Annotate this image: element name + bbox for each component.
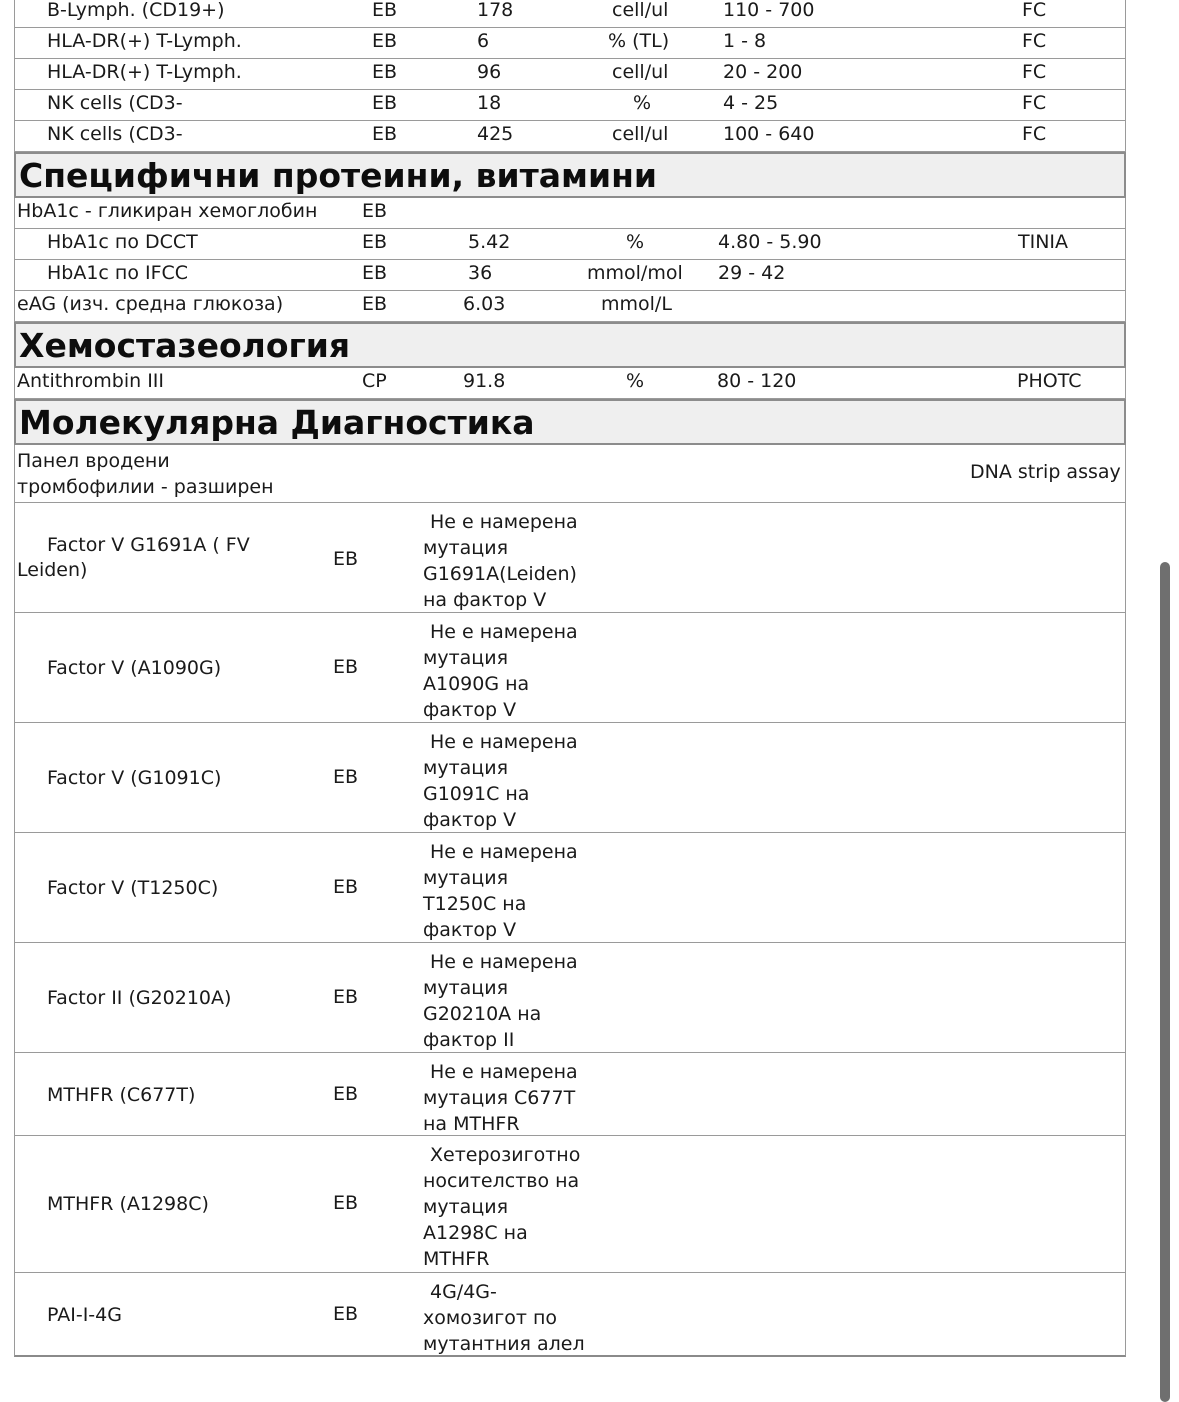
method: EB <box>372 92 398 114</box>
range: 4 - 25 <box>723 92 779 114</box>
technique: FC <box>1022 123 1047 145</box>
value: 178 <box>477 0 514 21</box>
method: EB <box>372 0 398 21</box>
result <box>423 839 613 943</box>
test-name: HLA-DR(+) T-Lymph. <box>47 30 242 52</box>
value: 6 <box>477 30 490 52</box>
value: 425 <box>477 123 514 145</box>
result-line: фактор V <box>423 699 517 721</box>
section-title: Специфични протеини, витамини <box>19 156 658 195</box>
table-row <box>14 943 1126 1053</box>
method: CP <box>362 370 387 392</box>
result <box>423 1142 613 1272</box>
result-line: Не е намерена <box>430 731 578 753</box>
range: 4.80 - 5.90 <box>718 231 822 253</box>
technique: TINIA <box>1018 231 1069 253</box>
technique: FC <box>1022 92 1047 114</box>
method: EB <box>333 1192 359 1214</box>
test-name: NK cells (CD3- <box>47 92 183 114</box>
test-name: HLA-DR(+) T-Lymph. <box>47 61 242 83</box>
value: 36 <box>468 262 493 284</box>
table-row <box>14 291 1126 322</box>
test-name: Factor V (G1091C) <box>47 767 222 789</box>
result <box>423 509 613 613</box>
vertical-scrollbar[interactable] <box>1160 562 1170 1402</box>
unit: % (TL) <box>608 30 670 52</box>
test-name: B-Lymph. (CD19+) <box>47 0 225 21</box>
table-row <box>14 503 1126 613</box>
table-row <box>14 229 1126 260</box>
table-row <box>14 121 1126 152</box>
result-line: мутация <box>423 757 508 779</box>
test-name-continued: Leiden) <box>17 559 88 581</box>
result-line: Не е намерена <box>430 511 578 533</box>
lymphocyte-table <box>14 0 1126 152</box>
result-line: Не е намерена <box>430 951 578 973</box>
range: 110 - 700 <box>723 0 815 21</box>
table-row <box>14 368 1126 399</box>
method: EB <box>362 231 388 253</box>
value: 6.03 <box>463 293 506 315</box>
test-name: Factor II (G20210A) <box>47 987 232 1009</box>
value: 96 <box>477 61 502 83</box>
table-row <box>14 833 1126 943</box>
unit: cell/ul <box>612 0 669 21</box>
result-line: Не е намерена <box>430 841 578 863</box>
technique: PHOTC <box>1017 370 1082 392</box>
method: EB <box>362 262 388 284</box>
result-line: на фактор V <box>423 589 547 611</box>
range: 29 - 42 <box>718 262 786 284</box>
panel-name-line2: тромбофилии - разширен <box>17 476 274 498</box>
result-line: мутация C677T <box>423 1087 576 1109</box>
result-line: мутация <box>423 647 508 669</box>
result <box>423 619 613 723</box>
table-row <box>14 613 1126 723</box>
range: 20 - 200 <box>723 61 803 83</box>
method: EB <box>333 1083 359 1105</box>
result-line: MTHFR <box>423 1248 490 1270</box>
technique: FC <box>1022 0 1047 21</box>
unit: % <box>626 231 645 253</box>
table-row <box>14 260 1126 291</box>
method: EB <box>362 200 388 222</box>
result-line: фактор V <box>423 919 517 941</box>
range: 100 - 640 <box>723 123 815 145</box>
test-name: MTHFR (C677T) <box>47 1084 196 1106</box>
test-name: PAI-I-4G <box>47 1304 122 1326</box>
result-line: 4G/4G- <box>430 1281 497 1303</box>
method: EB <box>372 61 398 83</box>
test-name: Factor V G1691A ( FV <box>47 534 250 556</box>
section-title: Молекулярна Диагностика <box>19 403 535 442</box>
method: EB <box>333 986 359 1008</box>
test-name: MTHFR (A1298C) <box>47 1193 209 1215</box>
method: EB <box>333 876 359 898</box>
result-line: A1090G на <box>423 673 530 695</box>
test-name: HbA1c по IFCC <box>47 262 189 284</box>
table-row <box>14 90 1126 121</box>
result-line: хомозигот по <box>423 1307 558 1329</box>
result-line: T1250C на <box>423 893 527 915</box>
test-name: HbA1c - гликиран хемоглобин <box>17 200 318 222</box>
value: 5.42 <box>468 231 511 253</box>
test-name: Factor V (T1250C) <box>47 877 219 899</box>
test-name: Antithrombin III <box>17 370 165 392</box>
unit: % <box>626 370 645 392</box>
result-line: A1298C на <box>423 1222 528 1244</box>
range: 1 - 8 <box>723 30 767 52</box>
result-line: G1091C на <box>423 783 530 805</box>
result-line: фактор V <box>423 809 517 831</box>
value: 91.8 <box>463 370 506 392</box>
section-header-proteins <box>14 152 1126 198</box>
unit: cell/ul <box>612 123 669 145</box>
table-row <box>14 198 1126 229</box>
result <box>423 1059 613 1137</box>
section-header-molecular <box>14 399 1126 445</box>
result-line: Не е намерена <box>430 621 578 643</box>
result-line: мутантния алел <box>423 1333 585 1355</box>
range: 80 - 120 <box>717 370 797 392</box>
method: EB <box>372 123 398 145</box>
result-line: на MTHFR <box>423 1113 520 1135</box>
unit: cell/ul <box>612 61 669 83</box>
table-row <box>14 723 1126 833</box>
result <box>423 949 613 1053</box>
test-name: HbA1c по DCCT <box>47 231 198 253</box>
result-line: G20210A на <box>423 1003 542 1025</box>
result-line: мутация <box>423 1196 508 1218</box>
value: 18 <box>477 92 502 114</box>
result-line: Хетерозиготно <box>430 1144 581 1166</box>
result <box>423 1279 613 1357</box>
result-line: мутация <box>423 537 508 559</box>
table-row <box>14 28 1126 59</box>
test-name: eAG (изч. средна глюкоза) <box>17 293 284 315</box>
table-row <box>14 0 1126 28</box>
method: EB <box>362 293 388 315</box>
test-name: Factor V (A1090G) <box>47 657 222 679</box>
result-line: носителство на <box>423 1170 580 1192</box>
method: EB <box>333 1303 359 1325</box>
result-line: мутация <box>423 977 508 999</box>
table-row <box>14 1273 1126 1357</box>
section-header-hemostasis <box>14 322 1126 368</box>
technique: FC <box>1022 61 1047 83</box>
table-row <box>14 59 1126 90</box>
result-line: мутация <box>423 867 508 889</box>
result-line: Не е намерена <box>430 1061 578 1083</box>
lab-report <box>14 0 1126 1360</box>
method: EB <box>372 30 398 52</box>
unit: mmol/mol <box>587 262 683 284</box>
technique: FC <box>1022 30 1047 52</box>
table-row <box>14 1136 1126 1273</box>
unit: mmol/L <box>601 293 672 315</box>
panel-technique: DNA strip assay <box>970 461 1121 483</box>
test-name: NK cells (CD3- <box>47 123 183 145</box>
method: EB <box>333 548 359 570</box>
table-row <box>14 1053 1126 1136</box>
method: EB <box>333 656 359 678</box>
result-line: G1691A(Leiden) <box>423 563 577 585</box>
result <box>423 729 613 833</box>
panel-header <box>14 445 1126 503</box>
panel-name-line1: Панел вродени <box>17 450 170 472</box>
section-title: Хемостазеология <box>19 326 351 365</box>
method: EB <box>333 766 359 788</box>
result-line: фактор II <box>423 1029 515 1051</box>
unit: % <box>633 92 652 114</box>
